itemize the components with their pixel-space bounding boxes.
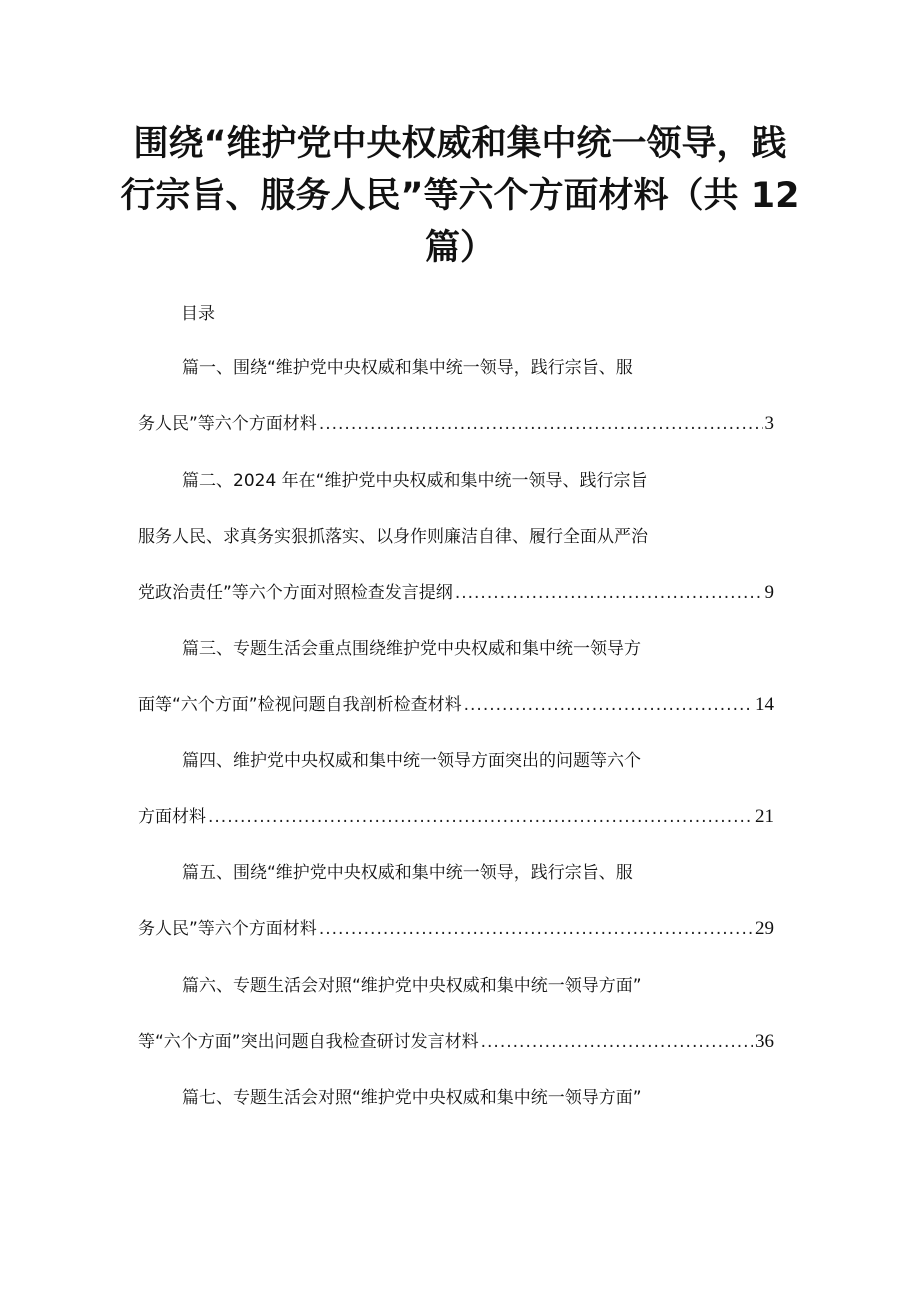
toc-entry-text: 务人民”等六个方面材料: [138, 919, 317, 939]
document-title: [110, 118, 810, 274]
toc-entry-last-line: [138, 915, 774, 943]
toc-leader-dots: [319, 915, 753, 943]
toc-heading: 目录: [181, 304, 215, 324]
toc-entry-line: 篇二、2024 年在“维护党中央权威和集中统一领导、践行宗旨: [182, 471, 648, 491]
toc-entry-last-line: [138, 691, 774, 719]
title-line-1: 围绕“维护党中央权威和集中统一领导，践: [133, 124, 787, 164]
toc-entry-text: 务人民”等六个方面材料: [138, 414, 317, 434]
toc-leader-dots: [208, 803, 753, 831]
toc-entry-line: 篇五、围绕“维护党中央权威和集中统一领导，践行宗旨、服: [182, 863, 633, 883]
toc-entry-line: 篇三、专题生活会重点围绕维护党中央权威和集中统一领导方: [182, 639, 641, 659]
toc-entry-last-line: [138, 579, 774, 607]
toc-entry-line: 篇四、维护党中央权威和集中统一领导方面突出的问题等六个: [182, 751, 641, 771]
toc-entry-line: 服务人民、求真务实狠抓落实、以身作则廉洁自律、履行全面从严治: [138, 527, 648, 547]
toc-page-number: 14: [755, 694, 774, 715]
toc-page-number: 21: [755, 806, 774, 827]
toc-leader-dots: [455, 579, 763, 607]
toc-entry-line: 篇一、围绕“维护党中央权威和集中统一领导，践行宗旨、服: [182, 358, 633, 378]
toc-entry-text: 等“六个方面”突出问题自我检查研讨发言材料: [138, 1032, 479, 1052]
toc-entry-last-line: [138, 1028, 774, 1056]
toc-entry-line: 篇七、专题生活会对照“维护党中央权威和集中统一领导方面”: [182, 1088, 642, 1108]
title-line-2: 行宗旨、服务人民”等六个方面材料（共 12: [120, 176, 800, 216]
toc-entry-line: 篇六、专题生活会对照“维护党中央权威和集中统一领导方面”: [182, 976, 642, 996]
toc-page-number: 36: [755, 1031, 774, 1052]
toc-entry-last-line: [138, 410, 774, 438]
toc-entry-text: 方面材料: [138, 807, 206, 827]
toc-leader-dots: [464, 691, 753, 719]
title-line-3: 篇）: [424, 228, 495, 268]
toc-page-number: 29: [755, 918, 774, 939]
toc-entry-text: 党政治责任”等六个方面对照检查发言提纲: [138, 583, 453, 603]
toc-page-number: 3: [764, 413, 774, 434]
toc-page-number: 9: [764, 582, 774, 603]
toc-entry-text: 面等“六个方面”检视问题自我剖析检查材料: [138, 695, 462, 715]
toc-entry-last-line: [138, 803, 774, 831]
toc-leader-dots: [481, 1028, 753, 1056]
toc-leader-dots: [319, 410, 763, 438]
